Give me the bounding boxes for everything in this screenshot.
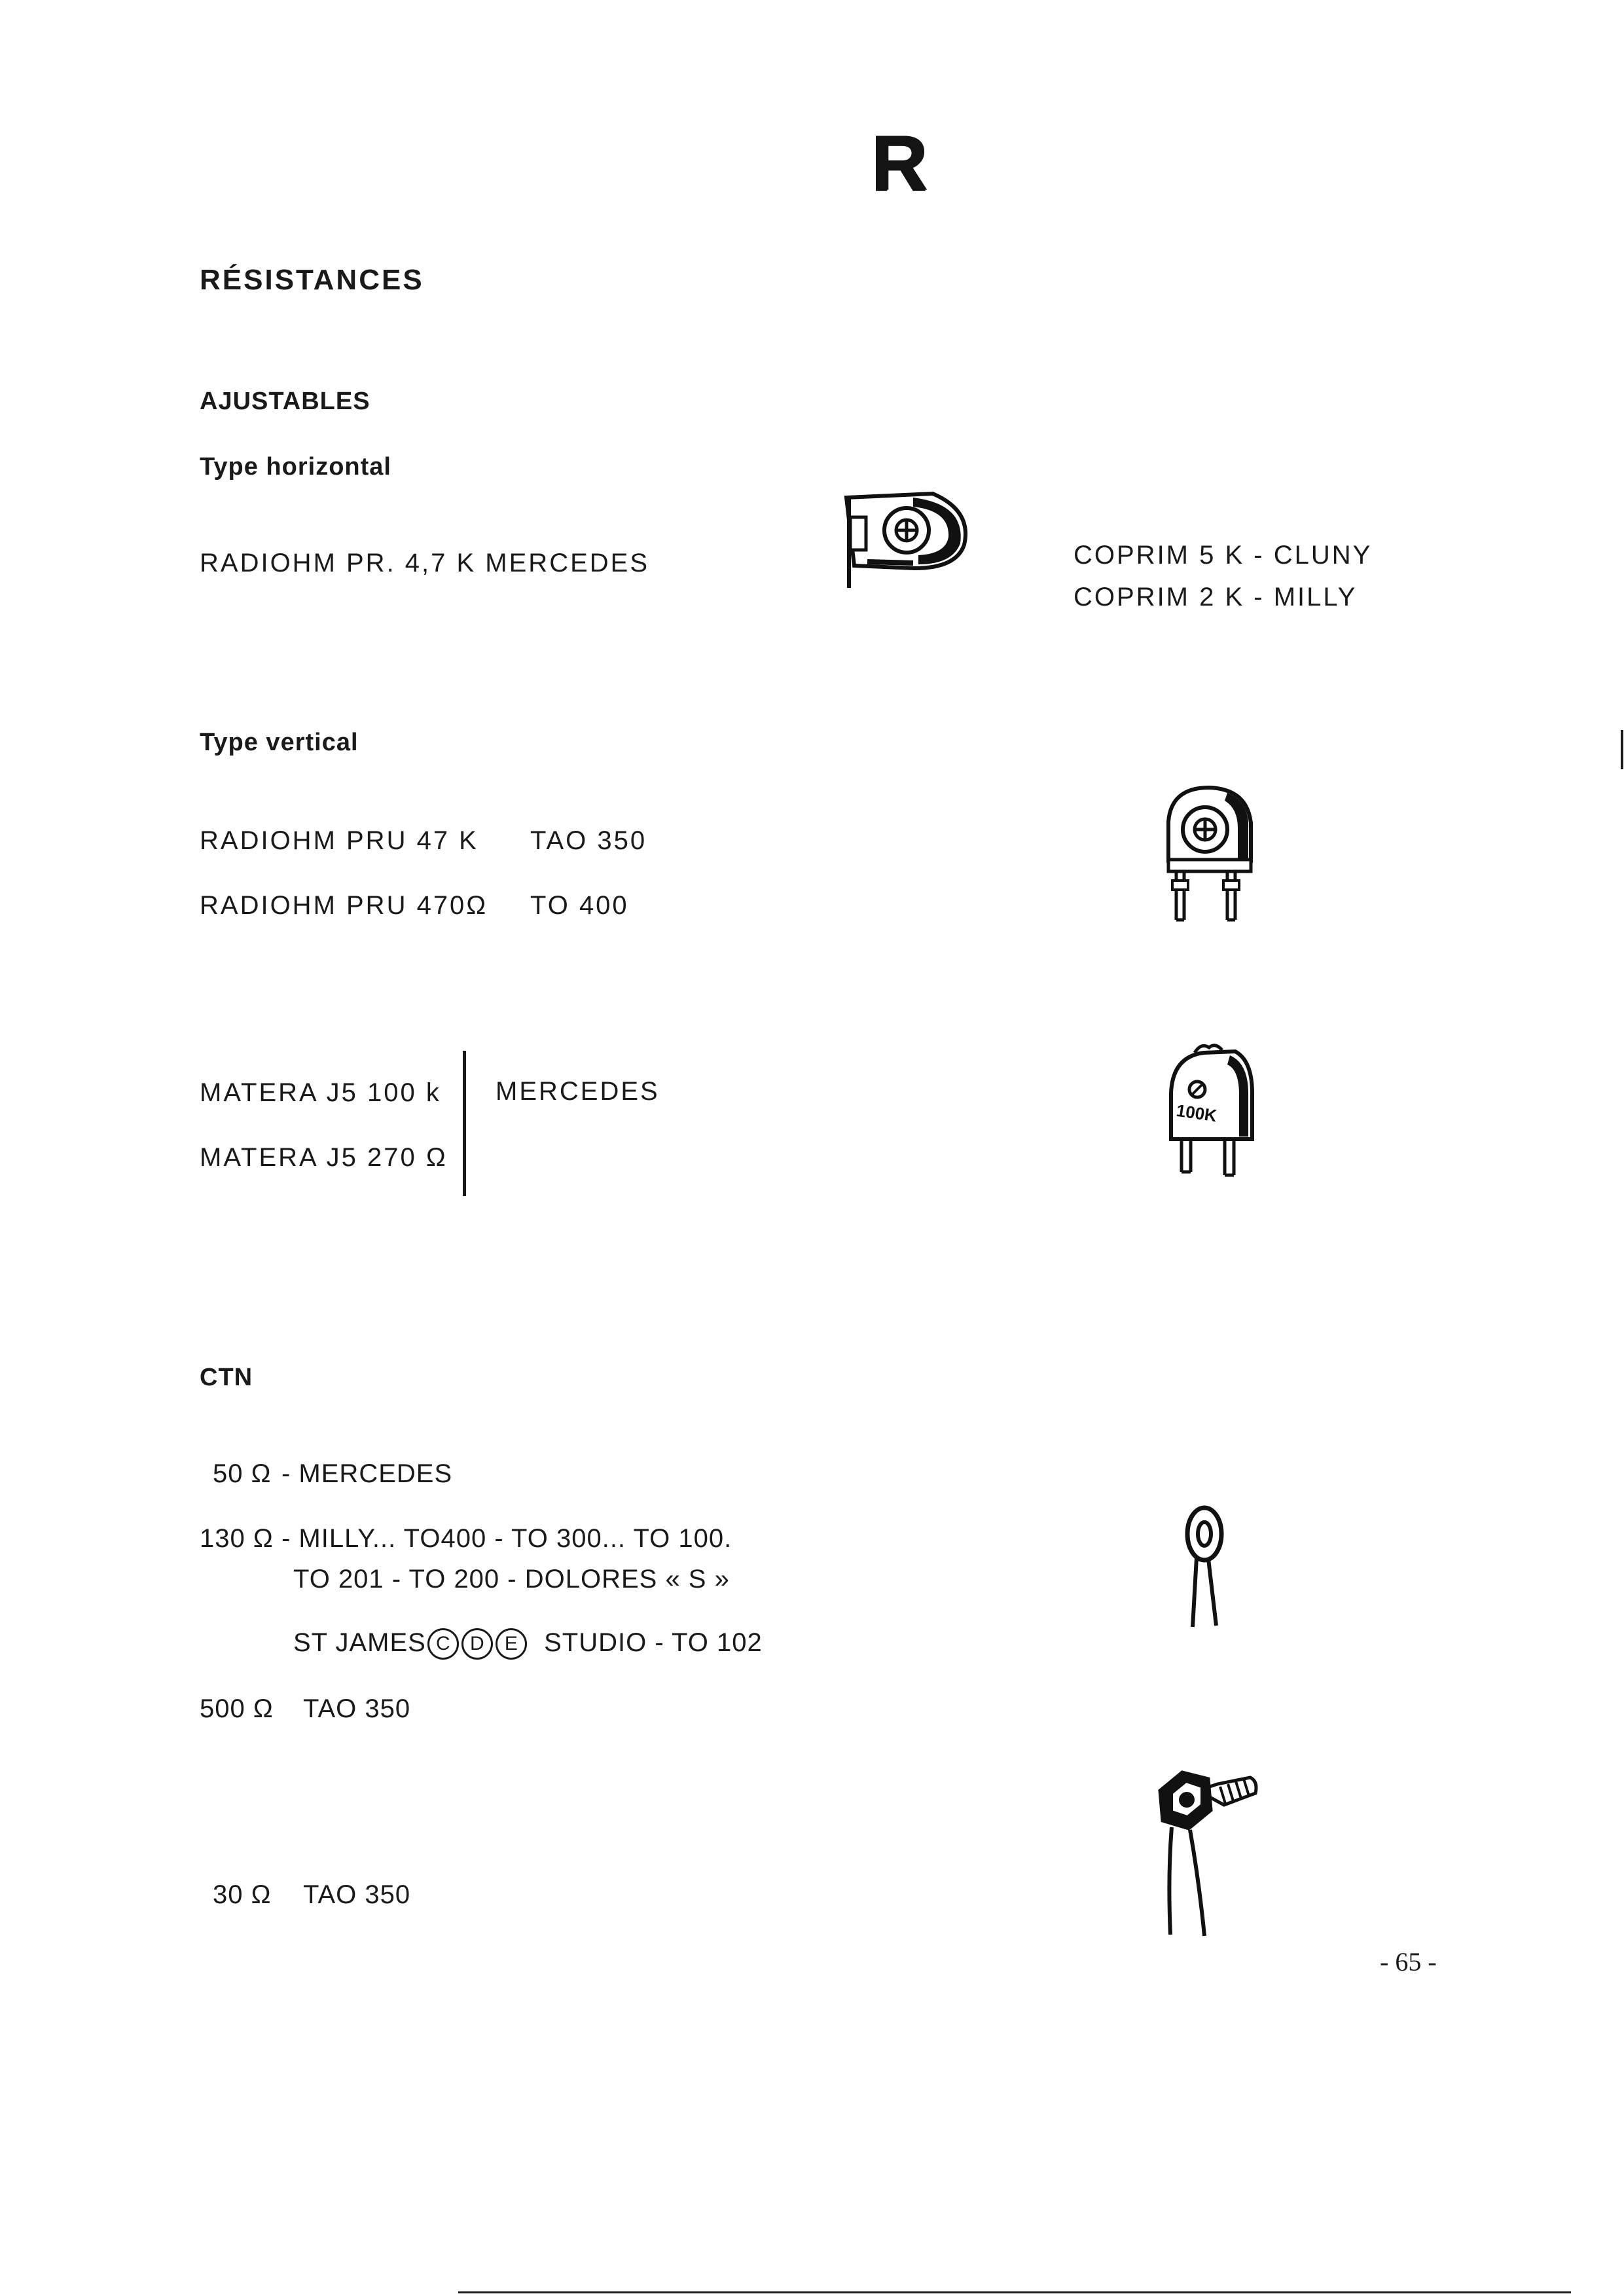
horizontal-trimmer-illustration [841, 484, 972, 589]
vertical-part: RADIOHM PRU 47 K [200, 826, 478, 855]
scan-bottom-line [458, 2291, 1571, 2293]
matera-illustration-label: 100K [1175, 1100, 1218, 1126]
matera-trimmer-illustration [1162, 1041, 1260, 1182]
circled-d-icon: D [461, 1628, 493, 1660]
ctn-heading: CTN [200, 1364, 253, 1391]
circled-e-icon: E [496, 1628, 527, 1660]
page-number: - 65 - [1380, 1947, 1437, 1977]
ctn-value: 130 Ω [200, 1524, 274, 1553]
ctn-value: 30 Ω [213, 1880, 272, 1909]
ctn-value: 50 Ω [213, 1459, 272, 1488]
vertical-part: RADIOHM PRU 470Ω [200, 891, 488, 920]
horizontal-item: RADIOHM PR. 4,7 K MERCEDES [200, 549, 650, 577]
scan-edge-mark [1621, 730, 1623, 769]
ajustables-heading: AJUSTABLES [200, 388, 370, 415]
page-title: RÉSISTANCES [200, 264, 424, 296]
screw-thermistor-illustration [1152, 1764, 1263, 1941]
horizontal-right-item: COPRIM 2 K - MILLY [1074, 583, 1358, 611]
vertical-model: TO 400 [530, 891, 629, 920]
ctn-line-st-james [293, 1628, 763, 1660]
vertical-model: TAO 350 [530, 826, 647, 855]
vertical-trimmer-illustration [1162, 782, 1260, 933]
disc-thermistor-illustration [1178, 1503, 1231, 1633]
ctn-text-prefix: ST JAMES [293, 1628, 426, 1657]
matera-part: MATERA J5 100 k [200, 1078, 441, 1107]
matera-part: MATERA J5 270 Ω [200, 1143, 448, 1172]
matera-model: MERCEDES [496, 1077, 660, 1106]
circled-c-icon: C [427, 1628, 459, 1660]
section-letter: R [871, 119, 929, 207]
ctn-text: TAO 350 [303, 1880, 411, 1909]
horizontal-heading: Type horizontal [200, 453, 391, 481]
ctn-text-suffix: STUDIO - TO 102 [544, 1628, 763, 1657]
vertical-heading: Type vertical [200, 729, 359, 756]
horizontal-right-item: COPRIM 5 K - CLUNY [1074, 541, 1373, 570]
ctn-text: - MILLY... TO400 - TO 300... TO 100. [281, 1524, 732, 1553]
ctn-text: - MERCEDES [281, 1459, 453, 1488]
matera-bracket-line [463, 1051, 466, 1196]
ctn-text: TO 201 - TO 200 - DOLORES « S » [293, 1565, 730, 1594]
ctn-value: 500 Ω [200, 1694, 274, 1723]
ctn-text: TAO 350 [303, 1694, 411, 1723]
